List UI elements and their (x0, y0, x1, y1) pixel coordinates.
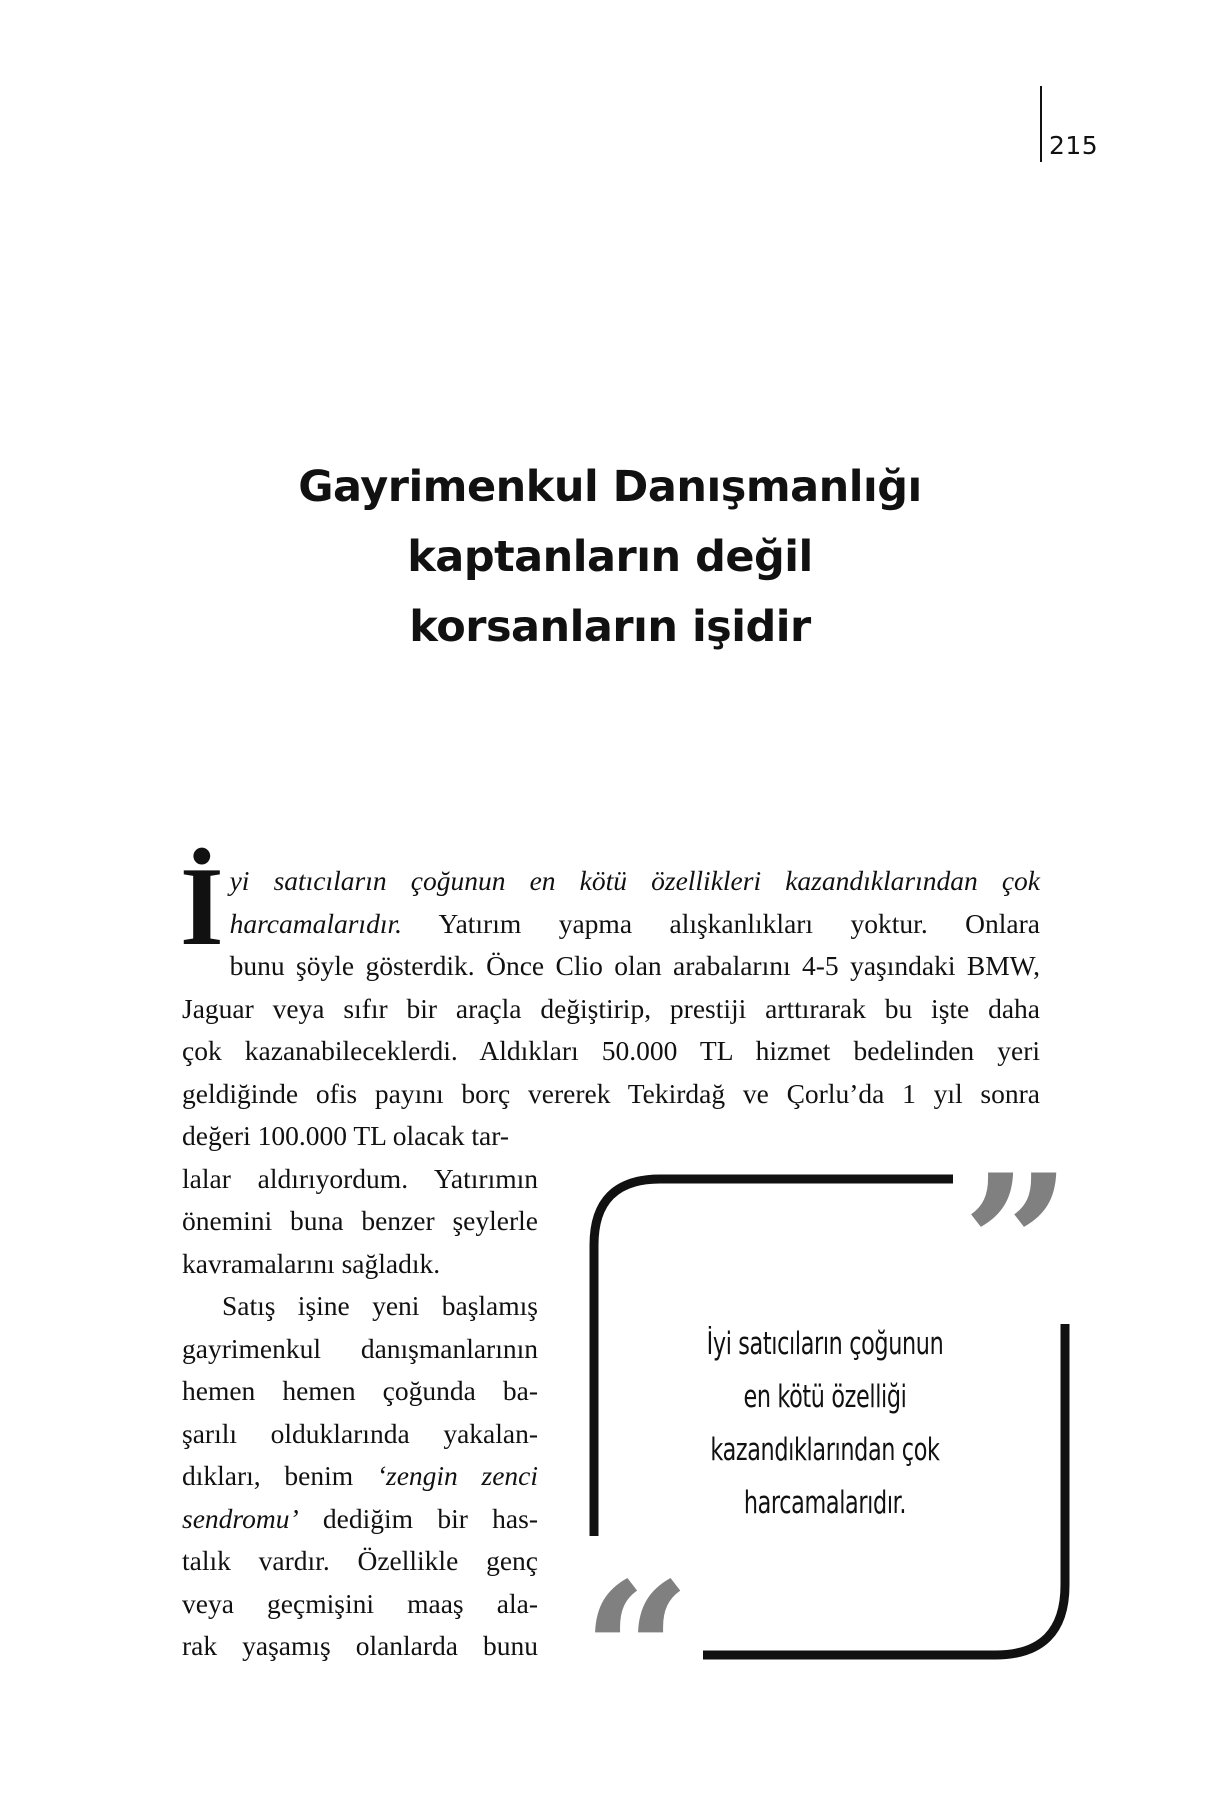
body-paragraph-intro (180, 845, 1040, 1115)
close-quote-icon: ” (962, 1133, 1072, 1356)
body-line: lalar aldırıyordum. Yatırımın (182, 1162, 538, 1194)
chapter-title-line: korsanların işidir (409, 602, 811, 652)
body-line-text: dediğim bir has- (298, 1502, 538, 1534)
pull-quote-line: İyi satıcıların çoğunun (706, 1326, 944, 1362)
body-line-italic: harcamalarıdır. (229, 907, 402, 939)
pull-quote-line: en kötü özelliği (743, 1379, 907, 1415)
open-quote-icon: “ (582, 1541, 692, 1764)
page-number: 215 (1049, 131, 1099, 160)
body-line (182, 1455, 538, 1498)
body-line-text: bunu şöyle gösterdik. Önce Clio olan arabalarını 4-5 yaşındaki BMW, (229, 950, 1040, 981)
body-line-text: çok kazanabileceklerdi. Aldıkları 50.000 TL hizmet bedelinden yeri (182, 1035, 1040, 1066)
body-line-text: Jaguar veya sıfır bir araçla değiştirip, prestiji arttırarak bu işte daha (182, 992, 1040, 1024)
chapter-title-line: Gayrimenkul Danışmanlığı (298, 462, 922, 512)
drop-cap: İ (180, 845, 224, 969)
body-column-narrow (182, 1115, 538, 1668)
body-line-text: dıkları, benim (182, 1460, 377, 1491)
body-line-text: geldiğinde ofis payını borç vererek Tekirdağ ve Çorlu’da 1 yıl sonra (182, 1077, 1040, 1109)
pull-quote-text (706, 1318, 944, 1530)
body-line: gayrimenkul danışmanlarının (182, 1332, 538, 1364)
body-line (182, 1073, 1040, 1116)
pull-quote-line: harcamalarıdır. (743, 1485, 907, 1521)
body-line: Satış işine yeni başlamış (222, 1290, 538, 1321)
body-line: talık vardır. Özellikle genç (182, 1545, 538, 1576)
body-line-italic: sendromu’ (182, 1502, 299, 1534)
chapter-title-line: kaptanların değil (407, 532, 813, 582)
body-line: önemini buna benzer şeylerle (182, 1205, 538, 1236)
body-line-text: Yatırım yapma alışkanlıkları yoktur. Onlara (402, 907, 1040, 939)
page-number-rule (1040, 86, 1042, 162)
body-line (182, 945, 1040, 988)
body-line (182, 903, 1040, 946)
body-line: değeri 100.000 TL olacak tar- (182, 1120, 510, 1151)
body-line: kavramalarını sağladık. (182, 1247, 441, 1279)
body-line: rak yaşamış olanlarda bunu (182, 1630, 538, 1661)
body-line: veya geçmişini maaş ala- (182, 1587, 538, 1619)
pull-quote-line: kazandıklarından çok (710, 1432, 940, 1468)
body-line-italic: yi satıcıların çoğunun en kötü özellikleri kazandıklarından çok (229, 865, 1040, 896)
body-line (182, 1498, 538, 1541)
body-line: hemen hemen çoğunda ba- (182, 1375, 538, 1406)
chapter-title (200, 452, 1020, 662)
body-line-italic: ‘zengin zenci (376, 1460, 538, 1491)
body-line (182, 860, 1040, 903)
body-line (182, 1030, 1040, 1073)
body-line (182, 988, 1040, 1031)
body-line: şarılı olduklarında yakalan- (182, 1417, 538, 1449)
